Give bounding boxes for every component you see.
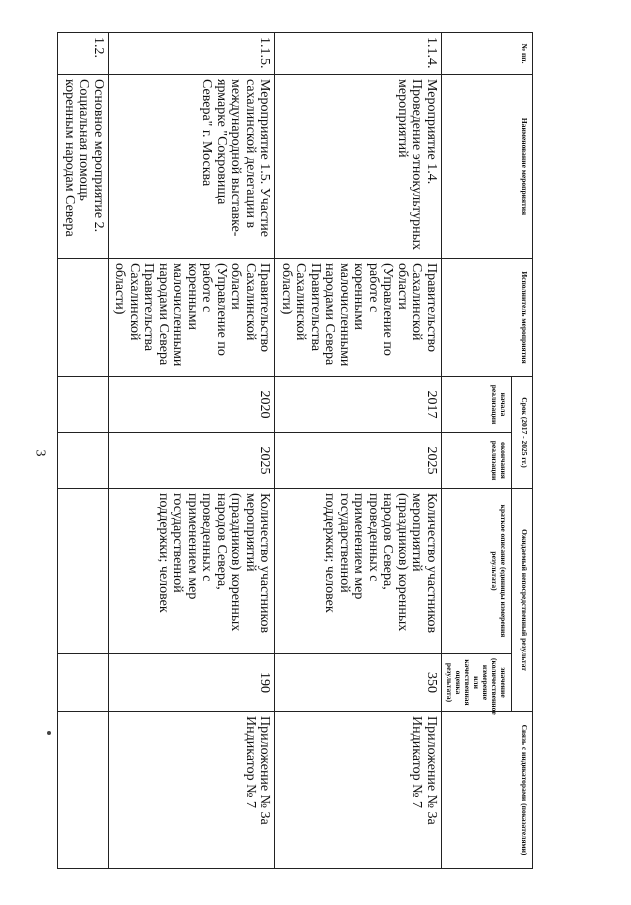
header-result: Ожидаемый непосредственный результат [512,489,533,712]
result-description: Количество участников мероприятий (праздников) коренных народов Севера, проведенных с применением мер государственной поддержки; человек [109,489,276,654]
header-term-end: окончания реализации [442,433,512,489]
measure-executor: Правительство Сахалинской области (Управление по работе с коренными малочисленными народами Севера Правительства Сахалинской области) [275,259,442,377]
term-end [58,433,109,489]
page-number: 3 [32,449,48,457]
table-row [109,33,276,869]
result-value [58,654,109,712]
header-no: № пп. [442,33,533,75]
measure-executor [58,259,109,377]
term-end: 2025 [275,433,442,489]
row-number: 1.1.5. [109,33,276,75]
header-name: Наименование мероприятия [442,75,533,259]
table-row [58,33,109,869]
result-description [58,489,109,654]
indicator-link: Приложение № 3а Индикатор № 7 [109,712,276,869]
row-number: 1.2. [58,33,109,75]
indicator-link: Приложение № 3а Индикатор № 7 [275,712,442,869]
indicator-link [58,712,109,869]
measure-name: Основное мероприятие 2. Социальная помощь коренным народам Севера [58,75,109,259]
header-result-desc: краткое описание (единицы измерения результата) [442,489,512,654]
header-executor: Исполнитель мероприятия [442,259,533,377]
result-description: Количество участников мероприятий (праздников) коренных народов Севера, проведенных с применением мер государственной поддержки; человек [275,489,442,654]
term-end: 2025 [109,433,276,489]
measures-table [58,32,534,869]
header-result-value: значение (количественное измерение или качественная оценка результата) [442,654,512,712]
header-indicators: Связь с индикаторами (показателями) [442,712,533,869]
rotated-table-container [62,32,533,868]
measure-executor: Правительство Сахалинской области (Управление по работе с коренными малочисленными народами Севера Правительства Сахалинской области) [109,259,276,377]
term-start: 2020 [109,377,276,433]
header-term-start: начала реализации [442,377,512,433]
result-value: 190 [109,654,276,712]
scan-speck [47,731,51,735]
header-term: Срок (2017 - 2025 гг.) [512,377,533,489]
table-row [275,33,442,869]
term-start [58,377,109,433]
measure-name: Мероприятие 1.5. Участие сахалинской делегации в международной выставке-ярмарке "Сокровища Севера" г. Москва [109,75,276,259]
term-start: 2017 [275,377,442,433]
measure-name: Мероприятие 1.4. Проведение этнокультурных мероприятий [275,75,442,259]
result-value: 350 [275,654,442,712]
row-number: 1.1.4. [275,33,442,75]
